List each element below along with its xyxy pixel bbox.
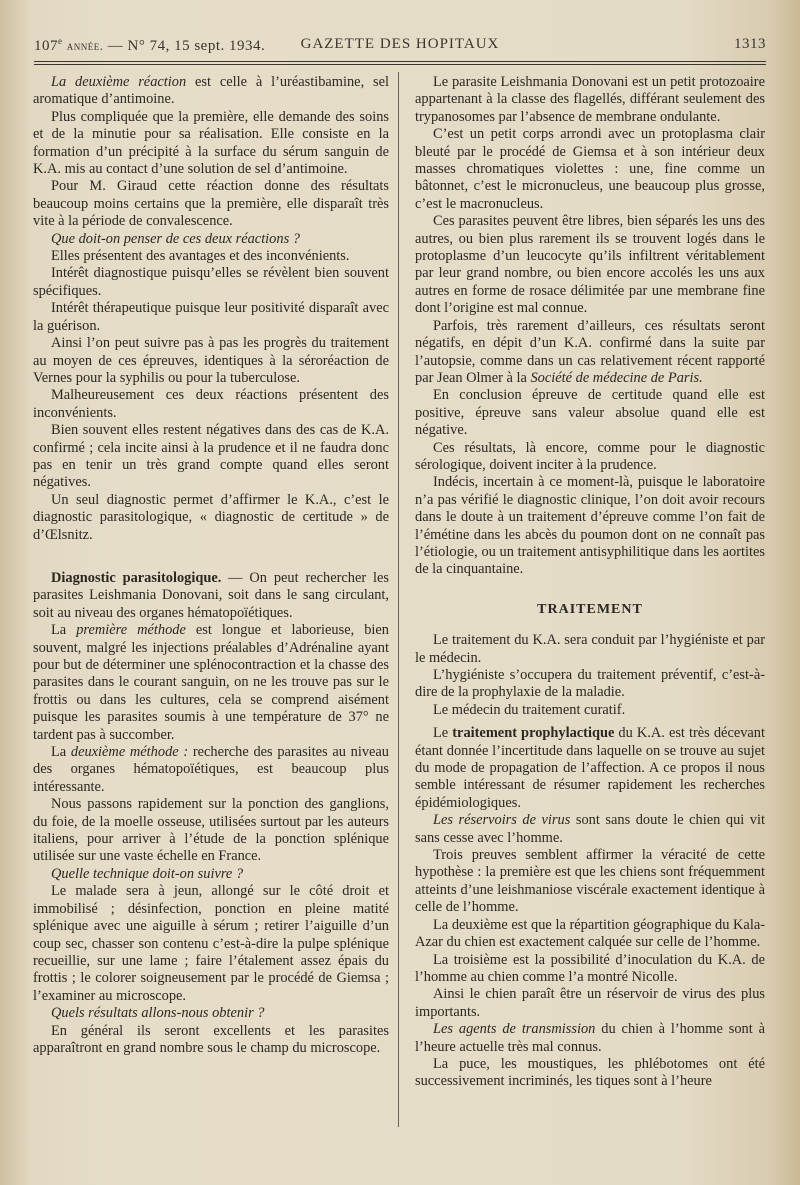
paragraph: Plus compliquée que la première, elle demande des soins et de la minutie pour sa réalisation. Elle consiste en la formation d’un précipité à la surface du sérum sanguin de K.A. mis au contact d’une solution de sel d’antimoine. [33,108,389,178]
paragraph [415,812,765,847]
paragraph: Ainsi le chien paraît être un réservoir de virus des plus importants. [415,986,765,1020]
header-rule-bottom [34,64,766,65]
paragraph: En conclusion épreuve de certitude quand elle est positive, épreuve sans valeur absolue quand elle est négative. [415,387,765,439]
italic-phrase: première méthode [76,622,186,639]
paragraph [33,744,389,796]
paragraph: Ainsi l’on peut suivre pas à pas les progrès du traitement au moyen de ces épreuves, identiques à la séroréaction de Vernes pour la syphilis ou pour la tuberculose. [33,335,389,386]
text: du chien à l’homme sont à l’heure actuelle très mal connus. [415,1021,765,1055]
italic-question: Que doit-on penser de ces deux réactions ? [51,230,300,247]
bold-heading: Diagnostic parasitologique. [51,569,222,586]
paragraph [33,74,389,109]
page-number: 1313 [734,36,766,52]
journal-title: GAZETTE DES HOPITAUX [300,36,500,52]
text: La [51,744,71,761]
paragraph: L’hygiéniste s’occupera du traitement préventif, c’est-à-dire de la prophylaxie de la maladie. [415,667,765,701]
paragraph: Trois preuves semblent affirmer la véracité de cette hypothèse : la première est que les chiens sont fréquemment atteints d’une leishmaniose viscérale exactement identique à celle de l’homme. [415,847,765,916]
text: Parfois, très rarement d’ailleurs, ces résultats seront négatifs, en dépit d’un K.A. confirmé dans la suite par l’autopsie, comme dans un cas relativement récent rapporté par Jean Olmer à la [415,317,765,386]
column-separator [398,72,399,1127]
paragraph: Malheureusement ces deux réactions présentent des inconvénients. [33,387,389,421]
paragraph: Indécis, incertain à ce moment-là, puisque le laboratoire n’a pas vérifié le diagnostic clinique, l’on doit avoir recours dans le doute à un traitement d’épreuve comme l’on fait de l’émétine dans les abcès du poumon dont on ne connaît pas l’étiologie, ou un traitement antisyphilitique dans les aortites de la cinquantaine. [415,474,765,578]
issue-annee: année. [66,38,104,53]
issue-sup: e [58,36,63,46]
issue-number: 107 [34,38,58,54]
paragraph [33,622,389,744]
header-rule-top [34,61,766,62]
paragraph: Ces parasites peuvent être libres, bien séparés les uns des autres, ou bien plus rarement ils se trouvent logés dans le protoplasme d’un leucocyte qu’ils infiltrent véritablement par leur grand nombre, ou bien encore accolés les uns aux autres en forme de rosace délimitée par une membrane fine dont l’origine est mal connue. [415,213,765,317]
paragraph: La deuxième est que la répartition géographique du Kala-Azar du chien est exactement calquée sur celle de l’homme. [415,916,765,951]
paragraph: C’est un petit corps arrondi avec un protoplasma clair bleuté par le procédé de Giemsa et à son intérieur deux masses chromatiques violettes : une, fine comme un bâtonnet, c’est le micronucleus, une beaucoup plus grosse, c’est le macronucleus. [415,126,765,212]
italic-phrase: deuxième méthode : [70,744,189,761]
text: recherche des parasites au niveau des organes hématopoïétiques, est beaucoup plus intéressante. [33,744,389,795]
italic-question: Quelle technique doit-on suivre ? [51,865,244,882]
text: est celle à l’uréastibamine, sel aromatique d’antimoine. [33,74,389,108]
paragraph: La puce, les moustiques, les phlébotomes ont été successivement incriminés, les tiques sont à l’heure [415,1055,765,1090]
text: est longue et laborieuse, bien souvent, malgré les injections préalables d’Adrénaline ayant pour but de déterminer une splénocontraction et la chasse des parasites dans le courant sanguin, on ne les trouve pas sur le frottis ou dans les cultures, cela se comprend aisément puisque les parasites soumis à une température de 37° ne tardent pas à succomber. [33,622,389,743]
text: du K.A. est très décevant étant donnée l’incertitude dans laquelle on se trouve au sujet du mode de propagation de l’affection. A ce propos il nous semble intéressant de résumer rapidement les recherches épidémiologiques. [415,725,765,811]
paragraph: Nous passons rapidement sur la ponction des ganglions, du foie, de la moelle osseuse, utilisées surtout par les auteurs italiens, pour arriver à l’étude de la ponction splénique utilisée sur une vaste échelle en France. [33,796,389,865]
paragraph: Un seul diagnostic permet d’affirmer le K.A., c’est le diagnostic parasitologique, « diagnostic de certitude » de d’Œlsnitz. [33,491,389,543]
paragraph: Bien souvent elles restent négatives dans des cas de K.A. confirmé ; cela incite ainsi à la prudence et il ne faudra donc pas en tenir un très grand compte quand elles seront négatives. [33,422,389,491]
paragraph: Intérêt thérapeutique puisque leur positivité disparaît avec la guérison. [33,300,389,334]
issue-date: — N° 74, 15 sept. 1934. [107,38,266,54]
paragraph: Intérêt diagnostique puisqu’elles se révèlent bien souvent spécifiques. [33,265,389,299]
text: La [51,622,77,639]
section-title: TRAITEMENT [537,601,643,617]
bold-phrase: traitement prophylactique [452,725,615,742]
text: sont sans doute le chien qui vit sans cesse avec l’homme. [415,812,765,846]
paragraph [415,725,765,812]
paragraph [33,570,389,622]
paragraph: Pour M. Giraud cette réaction donne des résultats beaucoup moins certains que la première, elle disparaît très vite à la période de convalescence. [33,178,389,230]
paragraph: Elles présentent des avantages et des inconvénients. [51,248,350,265]
left-column [33,74,389,1057]
text: — On peut rechercher les parasites Leishmania Donovani, soit dans le sang circulant, soit au niveau des organes hématopoïétiques. [33,569,389,621]
italic-phrase: La deuxième réaction [51,74,187,90]
paragraph: Ces résultats, là encore, comme pour le diagnostic sérologique, doivent inciter à la prudence. [415,439,765,473]
italic-phrase: Les réservoirs de virus [433,812,571,829]
right-column [415,74,765,1091]
paragraph: La troisième est la possibilité d’inoculation du K.A. de l’homme au chien comme l’a montré Nicolle. [415,951,765,985]
italic-phrase: Les agents de transmission [433,1021,596,1038]
paragraph: En général ils seront excellents et les parasites apparaîtront en grand nombre sous le champ du microscope. [33,1022,389,1056]
paragraph: Le parasite Leishmania Donovani est un petit protozoaire appartenant à la classe des flagellés, différant seulement des trypanosomes par l’absence de membrane ondulante. [415,74,765,125]
paragraph: Le traitement du K.A. sera conduit par l’hygiéniste et par le médecin. [415,632,765,666]
paragraph: Le médecin du traitement curatif. [433,701,626,718]
italic-phrase: Société de médecine de Paris. [530,369,703,386]
paragraph: Le malade sera à jeun, allongé sur le côté droit et immobilisé ; désinfection, ponction en pleine matité splénique avec une aiguille à sérum ; retirer l’aiguille d’un coup sec, chasser son contenu c’est-à-dire la pulpe splénique recueillie, sur une lame ; faire l’étalement assez épais du frottis ; le colorer soigneusement par le procédé de Giemsa ; l’examiner au microscope. [33,883,389,1004]
text: Le [433,725,453,742]
paragraph [415,1021,765,1056]
page-header [34,36,766,58]
italic-question: Quels résultats allons-nous obtenir ? [51,1005,265,1022]
paragraph [415,318,765,388]
